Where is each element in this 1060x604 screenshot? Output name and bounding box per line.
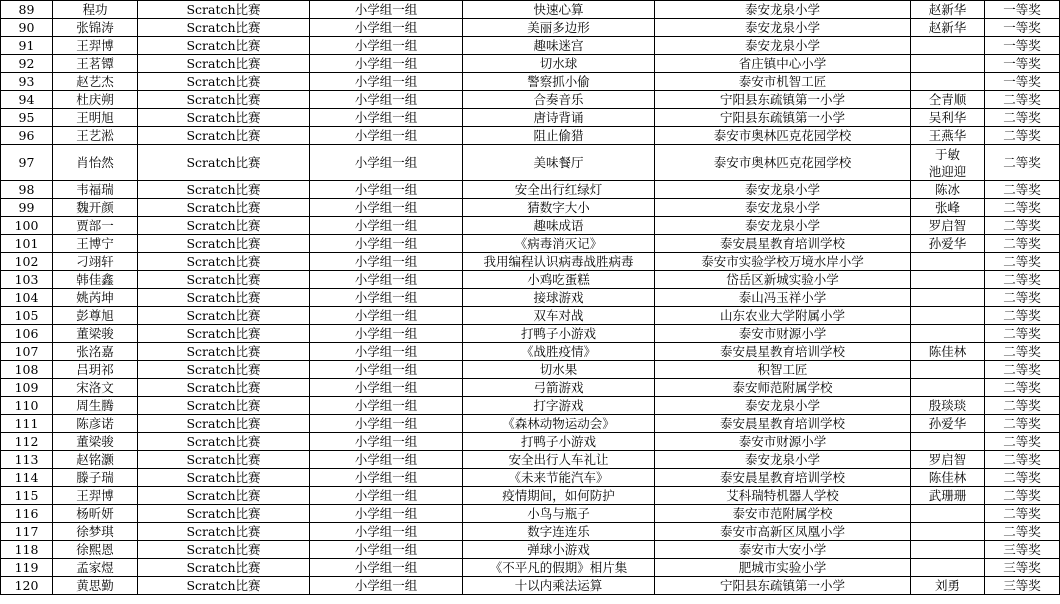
competition-cell: Scratch比赛: [138, 559, 310, 577]
work-title-cell: 接球游戏: [463, 289, 655, 307]
award-cell: 二等奖: [985, 343, 1060, 361]
student-name-cell: 王茗镡: [53, 55, 138, 73]
award-cell: 二等奖: [985, 235, 1060, 253]
award-cell: 二等奖: [985, 253, 1060, 271]
teacher-cell: 罗启智: [911, 217, 985, 235]
work-title-cell: 快速心算: [463, 1, 655, 19]
award-cell: 二等奖: [985, 325, 1060, 343]
school-cell: 泰安龙泉小学: [655, 199, 911, 217]
student-name-cell: 黄思勤: [53, 577, 138, 595]
teacher-cell: 陈佳林: [911, 469, 985, 487]
row-number-cell: 106: [1, 325, 53, 343]
row-number-cell: 110: [1, 397, 53, 415]
school-cell: 艾科瑞特机器人学校: [655, 487, 911, 505]
table-row: [1, 451, 1060, 469]
row-number-cell: 89: [1, 1, 53, 19]
student-name-cell: 董梁骏: [53, 325, 138, 343]
competition-cell: Scratch比赛: [138, 451, 310, 469]
award-cell: 二等奖: [985, 451, 1060, 469]
student-name-cell: 王博宁: [53, 235, 138, 253]
award-cell: 二等奖: [985, 433, 1060, 451]
table-row: [1, 487, 1060, 505]
work-title-cell: 趣味迷宫: [463, 37, 655, 55]
teacher-cell: [911, 379, 985, 397]
competition-cell: Scratch比赛: [138, 325, 310, 343]
school-cell: 泰安市奥林匹克花园学校: [655, 127, 911, 145]
row-number-cell: 99: [1, 199, 53, 217]
award-cell: 二等奖: [985, 523, 1060, 541]
table-row: [1, 73, 1060, 91]
student-name-cell: 王艺淞: [53, 127, 138, 145]
school-cell: 山东农业大学附属小学: [655, 307, 911, 325]
group-cell: 小学组一组: [310, 37, 463, 55]
school-cell: 泰山冯玉祥小学: [655, 289, 911, 307]
table-row: [1, 307, 1060, 325]
table-row: [1, 505, 1060, 523]
table-row: [1, 55, 1060, 73]
group-cell: 小学组一组: [310, 217, 463, 235]
competition-cell: Scratch比赛: [138, 397, 310, 415]
table-row: [1, 145, 1060, 181]
group-cell: 小学组一组: [310, 433, 463, 451]
work-title-cell: 我用编程认识病毒战胜病毒: [463, 253, 655, 271]
school-cell: 泰安市大安小学: [655, 541, 911, 559]
group-cell: 小学组一组: [310, 73, 463, 91]
teacher-cell: 武珊珊: [911, 487, 985, 505]
row-number-cell: 113: [1, 451, 53, 469]
work-title-cell: 打字游戏: [463, 397, 655, 415]
award-cell: 二等奖: [985, 289, 1060, 307]
school-cell: 泰安龙泉小学: [655, 19, 911, 37]
table-row: [1, 523, 1060, 541]
competition-cell: Scratch比赛: [138, 91, 310, 109]
award-cell: 二等奖: [985, 505, 1060, 523]
row-number-cell: 116: [1, 505, 53, 523]
competition-cell: Scratch比赛: [138, 55, 310, 73]
row-number-cell: 115: [1, 487, 53, 505]
group-cell: 小学组一组: [310, 325, 463, 343]
work-title-cell: 阻止偷猎: [463, 127, 655, 145]
row-number-cell: 96: [1, 127, 53, 145]
group-cell: 小学组一组: [310, 559, 463, 577]
work-title-cell: 打鸭子小游戏: [463, 325, 655, 343]
competition-cell: Scratch比赛: [138, 181, 310, 199]
school-cell: 泰安市财源小学: [655, 433, 911, 451]
group-cell: 小学组一组: [310, 505, 463, 523]
award-cell: 二等奖: [985, 307, 1060, 325]
teacher-cell: [911, 253, 985, 271]
student-name-cell: 周生腾: [53, 397, 138, 415]
work-title-cell: 唐诗背诵: [463, 109, 655, 127]
table-row: [1, 271, 1060, 289]
award-cell: 一等奖: [985, 1, 1060, 19]
work-title-cell: 十以内乘法运算: [463, 577, 655, 595]
teacher-cell: [911, 145, 985, 181]
student-name-cell: 董梁骏: [53, 433, 138, 451]
student-name-cell: 肖怡然: [53, 145, 138, 181]
teacher-cell: 陈佳林: [911, 343, 985, 361]
teacher-name-line: 于敏: [934, 146, 960, 162]
table-row: [1, 469, 1060, 487]
award-cell: 二等奖: [985, 217, 1060, 235]
row-number-cell: 109: [1, 379, 53, 397]
table-row: [1, 433, 1060, 451]
work-title-cell: 小鸟与瓶子: [463, 505, 655, 523]
group-cell: 小学组一组: [310, 271, 463, 289]
table-row: [1, 577, 1060, 595]
group-cell: 小学组一组: [310, 541, 463, 559]
work-title-cell: 合奏音乐: [463, 91, 655, 109]
award-cell: 一等奖: [985, 19, 1060, 37]
competition-cell: Scratch比赛: [138, 73, 310, 91]
teacher-cell: [911, 505, 985, 523]
student-name-cell: 赵艺杰: [53, 73, 138, 91]
competition-cell: Scratch比赛: [138, 487, 310, 505]
competition-cell: Scratch比赛: [138, 19, 310, 37]
table-row: [1, 109, 1060, 127]
competition-cell: Scratch比赛: [138, 505, 310, 523]
table-row: [1, 181, 1060, 199]
student-name-cell: 王明旭: [53, 109, 138, 127]
teacher-cell: 殷琰琰: [911, 397, 985, 415]
teacher-cell: [911, 37, 985, 55]
table-row: [1, 325, 1060, 343]
competition-cell: Scratch比赛: [138, 253, 310, 271]
award-cell: 二等奖: [985, 127, 1060, 145]
group-cell: 小学组一组: [310, 253, 463, 271]
student-name-cell: 赵铭灏: [53, 451, 138, 469]
row-number-cell: 94: [1, 91, 53, 109]
table-row: [1, 1, 1060, 19]
teacher-cell: 孙爱华: [911, 415, 985, 433]
competition-cell: Scratch比赛: [138, 307, 310, 325]
award-cell: 三等奖: [985, 541, 1060, 559]
group-cell: 小学组一组: [310, 343, 463, 361]
competition-cell: Scratch比赛: [138, 577, 310, 595]
school-cell: 宁阳县东疏镇第一小学: [655, 109, 911, 127]
school-cell: 岱岳区新城实验小学: [655, 271, 911, 289]
work-title-cell: 小鸡吃蛋糕: [463, 271, 655, 289]
teacher-name-line: 池迎迎: [928, 163, 967, 179]
row-number-cell: 108: [1, 361, 53, 379]
teacher-cell: 赵新华: [911, 19, 985, 37]
teacher-cell: 仝青顺: [911, 91, 985, 109]
school-cell: 泰安市财源小学: [655, 325, 911, 343]
teacher-cell: 陈冰: [911, 181, 985, 199]
school-cell: 泰安市机智工匠: [655, 73, 911, 91]
results-table-body: [1, 1, 1060, 595]
work-title-cell: 弓箭游戏: [463, 379, 655, 397]
school-cell: 泰安龙泉小学: [655, 217, 911, 235]
school-cell: 泰安龙泉小学: [655, 397, 911, 415]
row-number-cell: 90: [1, 19, 53, 37]
row-number-cell: 120: [1, 577, 53, 595]
row-number-cell: 102: [1, 253, 53, 271]
row-number-cell: 103: [1, 271, 53, 289]
school-cell: 泰安晨星教育培训学校: [655, 343, 911, 361]
work-title-cell: 安全出行红绿灯: [463, 181, 655, 199]
teacher-cell: [911, 541, 985, 559]
row-number-cell: 100: [1, 217, 53, 235]
work-title-cell: 警察抓小偷: [463, 73, 655, 91]
work-title-cell: 打鸭子小游戏: [463, 433, 655, 451]
group-cell: 小学组一组: [310, 415, 463, 433]
award-cell: 二等奖: [985, 109, 1060, 127]
teacher-cell: [911, 433, 985, 451]
group-cell: 小学组一组: [310, 469, 463, 487]
student-name-cell: 孟家煜: [53, 559, 138, 577]
group-cell: 小学组一组: [310, 289, 463, 307]
table-row: [1, 253, 1060, 271]
award-cell: 二等奖: [985, 487, 1060, 505]
work-title-cell: 切水果: [463, 361, 655, 379]
table-row: [1, 19, 1060, 37]
student-name-cell: 吕玥祁: [53, 361, 138, 379]
award-cell: 二等奖: [985, 379, 1060, 397]
row-number-cell: 95: [1, 109, 53, 127]
student-name-cell: 张锦涛: [53, 19, 138, 37]
competition-cell: Scratch比赛: [138, 289, 310, 307]
teacher-cell: [911, 523, 985, 541]
school-cell: 泰安师范附属学校: [655, 379, 911, 397]
work-title-cell: 双车对战: [463, 307, 655, 325]
row-number-cell: 92: [1, 55, 53, 73]
student-name-cell: 姚芮坤: [53, 289, 138, 307]
teacher-cell: [911, 271, 985, 289]
award-cell: 二等奖: [985, 91, 1060, 109]
award-cell: 三等奖: [985, 559, 1060, 577]
award-cell: 一等奖: [985, 73, 1060, 91]
row-number-cell: 98: [1, 181, 53, 199]
work-title-cell: 美丽多边形: [463, 19, 655, 37]
school-cell: 肥城市实验小学: [655, 559, 911, 577]
group-cell: 小学组一组: [310, 1, 463, 19]
teacher-cell: 赵新华: [911, 1, 985, 19]
teacher-cell: [911, 73, 985, 91]
student-name-cell: 徐梦琪: [53, 523, 138, 541]
competition-cell: Scratch比赛: [138, 145, 310, 181]
table-row: [1, 217, 1060, 235]
table-row: [1, 415, 1060, 433]
table-row: [1, 541, 1060, 559]
teacher-cell: 吴利华: [911, 109, 985, 127]
student-name-cell: 滕子瑞: [53, 469, 138, 487]
work-title-cell: 疫情期间，如何防护: [463, 487, 655, 505]
student-name-cell: 杜庆朔: [53, 91, 138, 109]
table-row: [1, 289, 1060, 307]
school-cell: 泰安龙泉小学: [655, 1, 911, 19]
school-cell: 泰安市实验学校万境水岸小学: [655, 253, 911, 271]
school-cell: 泰安晨星教育培训学校: [655, 235, 911, 253]
school-cell: 宁阳县东疏镇第一小学: [655, 91, 911, 109]
student-name-cell: 彭尊旭: [53, 307, 138, 325]
table-row: [1, 397, 1060, 415]
competition-cell: Scratch比赛: [138, 1, 310, 19]
table-row: [1, 361, 1060, 379]
competition-cell: Scratch比赛: [138, 37, 310, 55]
school-cell: 省庄镇中心小学: [655, 55, 911, 73]
award-cell: 二等奖: [985, 181, 1060, 199]
award-cell: 二等奖: [985, 469, 1060, 487]
competition-cell: Scratch比赛: [138, 199, 310, 217]
school-cell: 宁阳县东疏镇第一小学: [655, 577, 911, 595]
competition-cell: Scratch比赛: [138, 361, 310, 379]
student-name-cell: 宋洛文: [53, 379, 138, 397]
award-cell: 二等奖: [985, 145, 1060, 181]
group-cell: 小学组一组: [310, 577, 463, 595]
row-number-cell: 97: [1, 145, 53, 181]
table-row: [1, 343, 1060, 361]
group-cell: 小学组一组: [310, 235, 463, 253]
teacher-cell: 刘勇: [911, 577, 985, 595]
table-row: [1, 379, 1060, 397]
table-row: [1, 37, 1060, 55]
table-row: [1, 127, 1060, 145]
competition-cell: Scratch比赛: [138, 469, 310, 487]
row-number-cell: 118: [1, 541, 53, 559]
row-number-cell: 112: [1, 433, 53, 451]
competition-cell: Scratch比赛: [138, 127, 310, 145]
table-row: [1, 559, 1060, 577]
teacher-cell: 罗启智: [911, 451, 985, 469]
award-cell: 二等奖: [985, 415, 1060, 433]
work-title-cell: 猜数字大小: [463, 199, 655, 217]
competition-cell: Scratch比赛: [138, 523, 310, 541]
group-cell: 小学组一组: [310, 145, 463, 181]
school-cell: 泰安晨星教育培训学校: [655, 469, 911, 487]
award-cell: 二等奖: [985, 199, 1060, 217]
row-number-cell: 114: [1, 469, 53, 487]
work-title-cell: 数字连连乐: [463, 523, 655, 541]
group-cell: 小学组一组: [310, 379, 463, 397]
work-title-cell: 《未来节能汽车》: [463, 469, 655, 487]
work-title-cell: 趣味成语: [463, 217, 655, 235]
table-row: [1, 199, 1060, 217]
competition-cell: Scratch比赛: [138, 379, 310, 397]
group-cell: 小学组一组: [310, 451, 463, 469]
competition-cell: Scratch比赛: [138, 271, 310, 289]
row-number-cell: 93: [1, 73, 53, 91]
work-title-cell: 《战胜疫情》: [463, 343, 655, 361]
work-title-cell: 安全出行人车礼让: [463, 451, 655, 469]
competition-cell: Scratch比赛: [138, 415, 310, 433]
row-number-cell: 111: [1, 415, 53, 433]
student-name-cell: 王羿博: [53, 487, 138, 505]
work-title-cell: 《不平凡的假期》相片集: [463, 559, 655, 577]
award-cell: 二等奖: [985, 271, 1060, 289]
teacher-cell: [911, 307, 985, 325]
group-cell: 小学组一组: [310, 19, 463, 37]
group-cell: 小学组一组: [310, 199, 463, 217]
student-name-cell: 杨昕妍: [53, 505, 138, 523]
school-cell: 泰安龙泉小学: [655, 181, 911, 199]
teacher-cell: [911, 55, 985, 73]
row-number-cell: 119: [1, 559, 53, 577]
row-number-cell: 104: [1, 289, 53, 307]
competition-cell: Scratch比赛: [138, 109, 310, 127]
student-name-cell: 刁翊轩: [53, 253, 138, 271]
row-number-cell: 117: [1, 523, 53, 541]
competition-cell: Scratch比赛: [138, 343, 310, 361]
competition-cell: Scratch比赛: [138, 235, 310, 253]
teacher-cell: [911, 325, 985, 343]
teacher-cell: [911, 559, 985, 577]
teacher-cell: [911, 361, 985, 379]
student-name-cell: 韩佳鑫: [53, 271, 138, 289]
student-name-cell: 韦福瑞: [53, 181, 138, 199]
group-cell: 小学组一组: [310, 523, 463, 541]
student-name-cell: 王羿博: [53, 37, 138, 55]
school-cell: 泰安市高新区凤凰小学: [655, 523, 911, 541]
teacher-cell: 张峰: [911, 199, 985, 217]
student-name-cell: 徐熙恩: [53, 541, 138, 559]
student-name-cell: 贾部一: [53, 217, 138, 235]
group-cell: 小学组一组: [310, 91, 463, 109]
school-cell: 泰安晨星教育培训学校: [655, 415, 911, 433]
work-title-cell: 《病毒消灭记》: [463, 235, 655, 253]
competition-cell: Scratch比赛: [138, 541, 310, 559]
teacher-cell: 王燕华: [911, 127, 985, 145]
work-title-cell: 美味餐厅: [463, 145, 655, 181]
table-row: [1, 235, 1060, 253]
row-number-cell: 107: [1, 343, 53, 361]
group-cell: 小学组一组: [310, 361, 463, 379]
student-name-cell: 魏开颜: [53, 199, 138, 217]
row-number-cell: 101: [1, 235, 53, 253]
student-name-cell: 陈彦诺: [53, 415, 138, 433]
group-cell: 小学组一组: [310, 127, 463, 145]
teacher-cell: 孙爱华: [911, 235, 985, 253]
student-name-cell: 程功: [53, 1, 138, 19]
competition-cell: Scratch比赛: [138, 217, 310, 235]
school-cell: 泰安龙泉小学: [655, 451, 911, 469]
group-cell: 小学组一组: [310, 109, 463, 127]
school-cell: 积智工匠: [655, 361, 911, 379]
work-title-cell: 切水球: [463, 55, 655, 73]
school-cell: 泰安市奥林匹克花园学校: [655, 145, 911, 181]
group-cell: 小学组一组: [310, 397, 463, 415]
row-number-cell: 91: [1, 37, 53, 55]
row-number-cell: 105: [1, 307, 53, 325]
group-cell: 小学组一组: [310, 487, 463, 505]
school-cell: 泰安龙泉小学: [655, 37, 911, 55]
teacher-cell: [911, 289, 985, 307]
award-cell: 二等奖: [985, 397, 1060, 415]
award-cell: 二等奖: [985, 361, 1060, 379]
student-name-cell: 张洺嘉: [53, 343, 138, 361]
award-cell: 一等奖: [985, 55, 1060, 73]
award-cell: 三等奖: [985, 577, 1060, 595]
group-cell: 小学组一组: [310, 307, 463, 325]
award-cell: 一等奖: [985, 37, 1060, 55]
group-cell: 小学组一组: [310, 55, 463, 73]
table-row: [1, 91, 1060, 109]
group-cell: 小学组一组: [310, 181, 463, 199]
competition-cell: Scratch比赛: [138, 433, 310, 451]
work-title-cell: 《森林动物运动会》: [463, 415, 655, 433]
work-title-cell: 弹球小游戏: [463, 541, 655, 559]
school-cell: 泰安市范附属学校: [655, 505, 911, 523]
